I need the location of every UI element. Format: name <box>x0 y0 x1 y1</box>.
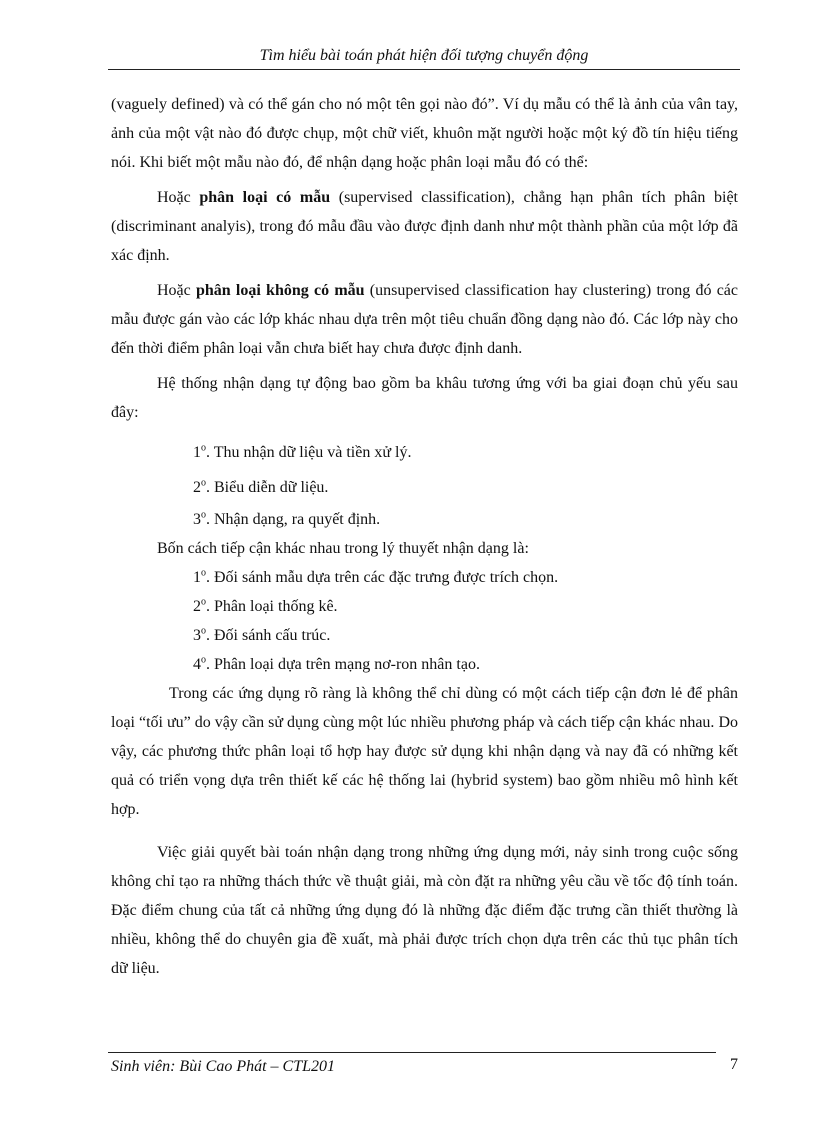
list-superscript: o <box>201 477 206 489</box>
footer-author: Sinh viên: Bùi Cao Phát – CTL201 <box>111 1058 335 1075</box>
list-item <box>111 435 738 470</box>
list-number: 1 <box>193 569 201 586</box>
page-number: 7 <box>730 1056 738 1073</box>
term-supervised: phân loại có mẫu <box>199 189 331 206</box>
approaches-list <box>111 563 738 679</box>
list-superscript: o <box>201 509 206 521</box>
list-text: . Thu nhận dữ liệu và tiền xử lý. <box>206 444 412 461</box>
paragraph-system-stages: Hệ thống nhận dạng tự động bao gồm ba khâu tương ứng với ba giai đoạn chủ yếu sau đây: <box>111 375 738 421</box>
paragraph-unsupervised <box>111 276 738 363</box>
list-superscript: o <box>201 654 206 666</box>
header-rule <box>108 69 740 70</box>
paragraph-supervised-lead: Hoặc <box>157 189 200 206</box>
list-text: . Nhận dạng, ra quyết định. <box>206 511 381 528</box>
list-item <box>111 621 738 650</box>
paragraph-hybrid-systems: Trong các ứng dụng rõ ràng là không thể chỉ dùng có một cách tiếp cận đơn lẻ để phân loại “tối ưu” do vậy cần sử dụng cùng một lúc nhiều phương pháp và cách tiếp cận khác nhau. Do vậy, các phương thức phân loại tổ hợp hay được sử dụng khi nhận dạng và nay đã có những kết quả có triển vọng dựa trên thiết kế các hệ thống lai (hybrid system) bao gồm nhiều mô hình kết hợp. <box>111 685 738 818</box>
list-number: 4 <box>193 656 201 673</box>
list-number: 2 <box>193 479 201 496</box>
list-text: . Đối sánh mẫu dựa trên các đặc trưng được trích chọn. <box>206 569 559 586</box>
paragraph-supervised <box>111 183 738 270</box>
list-text: . Đối sánh cấu trúc. <box>206 627 331 644</box>
list-item <box>111 470 738 505</box>
paragraph-supervised-text: (supervised classification), chẳng hạn phân tích phân biệt (discriminant analyis), trong đó mẫu đầu vào được định danh như một thành phần của một lớp đã xác định. <box>111 189 738 264</box>
list-item <box>111 650 738 679</box>
list-superscript: o <box>201 596 206 608</box>
list-superscript: o <box>201 442 206 454</box>
footer-rule <box>108 1052 716 1053</box>
paragraph-new-applications: Việc giải quyết bài toán nhận dạng trong những ứng dụng mới, nảy sinh trong cuộc sống không chỉ tạo ra những thách thức về thuật giải, mà còn đặt ra những yêu cầu về tốc độ tính toán. Đặc điểm chung của tất cả những ứng dụng đó là những đặc điểm đặc trưng cần thiết thường là nhiều, không thể do chuyên gia đề xuất, mà phải được trích chọn dựa trên các thủ tục phân tích dữ liệu. <box>111 844 738 977</box>
list-item <box>111 505 738 534</box>
stages-list <box>111 435 738 534</box>
list-number: 3 <box>193 627 201 644</box>
paragraph-pattern-definition: (vaguely defined) và có thể gán cho nó một tên gọi nào đó”. Ví dụ mẫu có thể là ảnh của vân tay, ảnh của một vật nào đó được chụp, một chữ viết, khuôn mặt người hoặc một ký đồ tín hiệu tiếng nói. Khi biết một mẫu nào đó, để nhận dạng hoặc phân loại mẫu đó có thể: <box>111 96 738 171</box>
list-text: . Phân loại dựa trên mạng nơ-ron nhân tạo. <box>206 656 480 673</box>
list-item <box>111 592 738 621</box>
paragraph-unsupervised-lead: Hoặc <box>157 282 196 299</box>
list-item <box>111 563 738 592</box>
list-number: 1 <box>193 444 201 461</box>
paragraph-approaches-intro: Bốn cách tiếp cận khác nhau trong lý thuyết nhận dạng là: <box>157 540 529 557</box>
list-number: 2 <box>193 598 201 615</box>
list-text: . Biểu diễn dữ liệu. <box>206 479 329 496</box>
list-number: 3 <box>193 511 201 528</box>
running-header-title: Tìm hiểu bài toán phát hiện đối tượng chuyển động <box>259 47 589 64</box>
term-unsupervised: phân loại không có mẫu <box>196 282 365 299</box>
list-superscript: o <box>201 567 206 579</box>
paragraph-unsupervised-text: (unsupervised classification hay clustering) trong đó các mẫu được gán vào các lớp khác nhau dựa trên một tiêu chuẩn đồng dạng nào đó. Các lớp này cho đến thời điểm phân loại vẫn chưa biết hay chưa được định danh. <box>111 282 738 357</box>
page-body <box>111 90 738 983</box>
list-text: . Phân loại thống kê. <box>206 598 338 615</box>
list-superscript: o <box>201 625 206 637</box>
